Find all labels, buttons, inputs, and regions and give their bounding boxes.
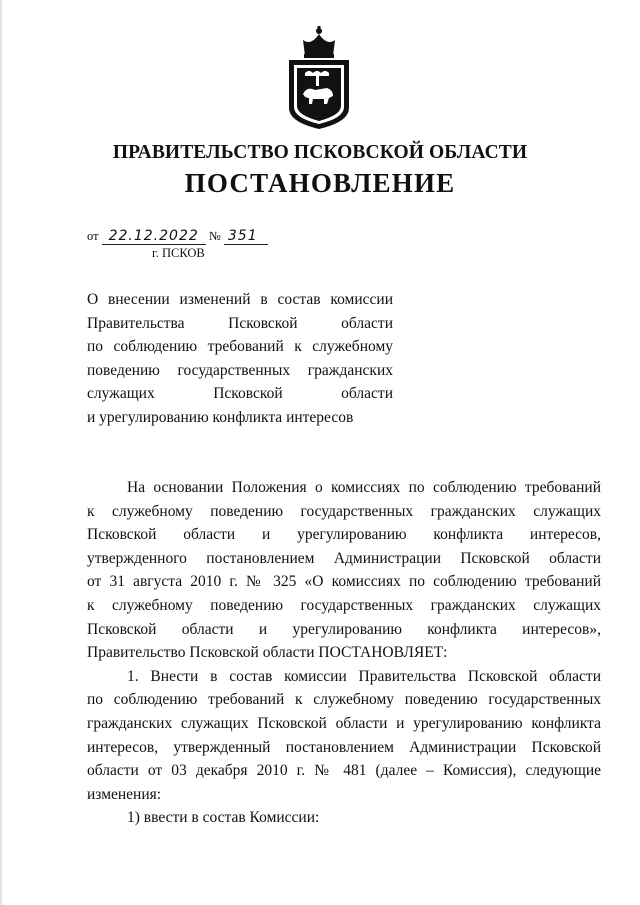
subject-line: Правительства Псковской области	[87, 314, 393, 332]
subject-line: поведению государственных гражданских	[87, 361, 393, 379]
body-line: по соблюдению требований к служебному поведению государственных	[87, 691, 601, 709]
document-meta	[87, 228, 268, 260]
number-prefix: №	[208, 229, 221, 243]
body-line: изменения:	[87, 785, 162, 803]
body-line: утвержденного постановлением Администрации Псковской области	[87, 549, 601, 567]
document-subject	[87, 288, 393, 429]
subject-line: и урегулированию конфликта интересов	[87, 408, 354, 426]
organization-title: ПРАВИТЕЛЬСТВО ПСКОВСКОЙ ОБЛАСТИ	[112, 142, 528, 163]
body-line: 1. Внести в состав комиссии Правительства Псковской области	[127, 667, 601, 685]
body-line: 1) ввести в состав Комиссии:	[127, 809, 320, 827]
body-line: к служебному поведению государственных гражданских служащих	[87, 596, 601, 614]
document-date: 22.12.2022	[102, 229, 206, 245]
page-edge	[0, 0, 2, 905]
body-line: области от 03 декабря 2010 г. № 481 (далее – Комиссия), следующие	[87, 762, 601, 780]
body-line: интересов, утвержденный постановлением Администрации Псковской	[87, 738, 601, 756]
subject-line: по соблюдению требований к служебному	[87, 338, 393, 355]
body-line: На основании Положения о комиссиях по соблюдению требований	[127, 479, 601, 496]
document-number: 351	[224, 229, 268, 245]
body-line: от 31 августа 2010 г. № 325 «О комиссиях по соблюдению требований	[87, 573, 601, 591]
body-line: к служебному поведению государственных гражданских служащих	[87, 502, 601, 520]
body-line: Правительство Псковской области ПОСТАНОВЛЯЕТ:	[87, 644, 448, 662]
body-line: Псковской области и урегулированию конфликта интересов»,	[87, 620, 601, 638]
document-body	[87, 476, 601, 830]
subject-line: О внесении изменений в состав комиссии	[87, 291, 393, 308]
pskov-coat-of-arms-icon	[283, 26, 355, 130]
body-line: Псковской области и урегулированию конфликта интересов,	[87, 526, 601, 544]
city-label: г. ПСКОВ	[152, 246, 205, 260]
date-prefix: от	[87, 229, 99, 243]
body-line: гражданских служащих Псковской области и урегулированию конфликта	[87, 714, 601, 732]
document-type-title: ПОСТАНОВЛЕНИЕ	[184, 168, 456, 198]
subject-line: служащих Псковской области	[87, 385, 393, 402]
